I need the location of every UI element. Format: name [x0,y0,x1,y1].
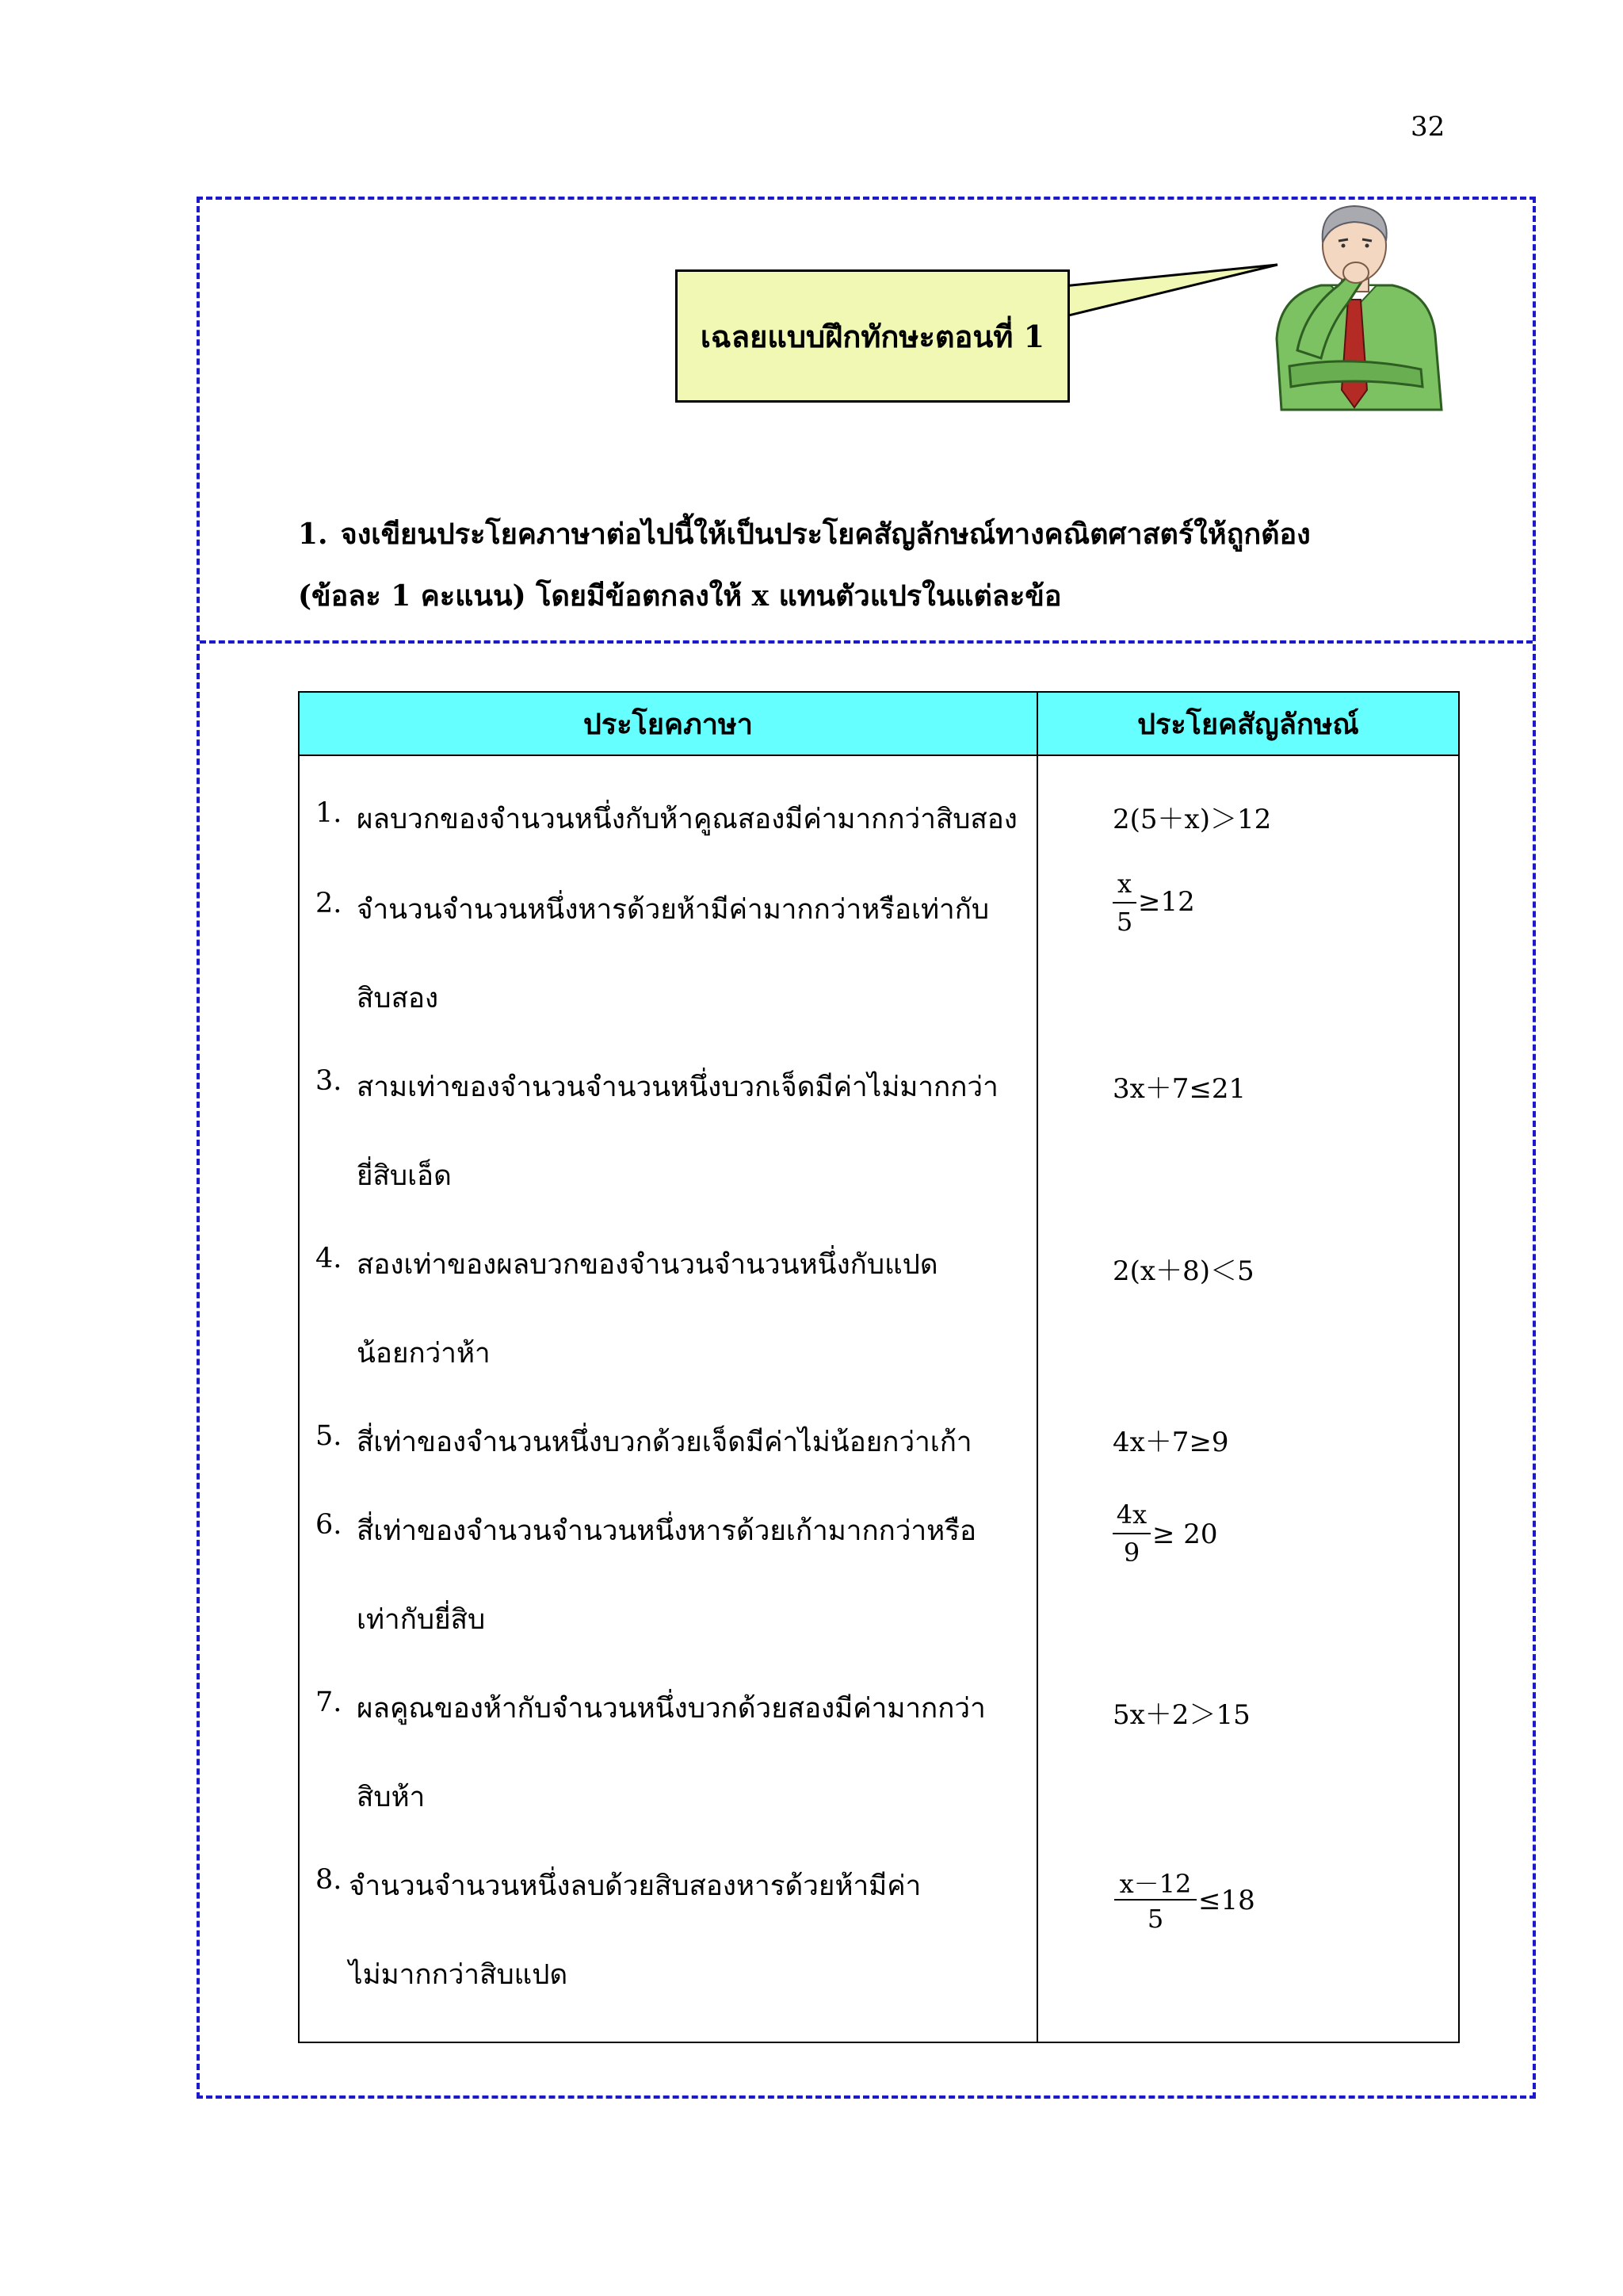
row-sentence: สี่เท่าของจำนวนหนึ่งบวกด้วยเจ็ดมีค่าไม่น้อยกว่าเก้า [357,1427,972,1458]
fraction-denominator: 5 [1147,1904,1164,1934]
row-sentence-cont: เท่ากับยี่สิบ [357,1604,486,1636]
fraction-denominator: 5 [1116,907,1133,937]
row-number: 1. [315,797,342,829]
row-sentence: จำนวนจำนวนหนึ่งหารด้วยห้ามีค่ามากกว่าหรือเท่ากับ [357,894,990,926]
fraction-relation: ≥12 [1138,886,1195,918]
instruction-text-2: (ข้อละ 1 คะแนน) โดยมีข้อตกลงให้ x แทนตัวแปรในแต่ละข้อ [298,579,1062,613]
row-answer: 5x＋2＞15 [1113,1699,1251,1731]
instruction-number: 1. [298,518,328,551]
row-sentence: สามเท่าของจำนวนจำนวนหนึ่งบวกเจ็ดมีค่าไม่มากกว่า [357,1072,999,1103]
instruction-text-1: จงเขียนประโยคภาษาต่อไปนี้ให้เป็นประโยคสัญลักษณ์ทางคณิตศาสตร์ให้ถูกต้อง [340,518,1311,551]
page-number: 32 [1411,111,1445,143]
fraction-bar [1113,1533,1151,1534]
row-number: 4. [315,1243,342,1274]
row-sentence-cont: สิบห้า [357,1782,426,1813]
row-sentence-cont: น้อยกว่าห้า [357,1338,491,1370]
row-number: 2. [315,888,342,919]
row-answer: 2(5＋x)＞12 [1113,804,1272,835]
row-sentence-cont: สิบสอง [357,983,439,1014]
row-sentence: ผลบวกของจำนวนหนึ่งกับห้าคูณสองมีค่ามากกว่าสิบสอง [357,804,1018,835]
header-sentence: ประโยคภาษา [583,708,753,741]
instruction-line-1 [298,511,1311,556]
row-sentence: สองเท่าของผลบวกของจำนวนจำนวนหนึ่งกับแปด [357,1249,938,1281]
row-sentence: ผลคูณของห้ากับจำนวนหนึ่งบวกด้วยสองมีค่ามากกว่า [357,1693,986,1725]
answer-table [298,691,1460,2043]
callout-tail [1056,263,1293,327]
callout-title: เฉลยแบบฝึกทักษะตอนที่ 1 [700,318,1045,354]
row-answer: 4x＋7≥9 [1113,1427,1229,1458]
row-sentence-cont: ยี่สิบเอ็ด [357,1160,452,1192]
callout-title-box [675,269,1070,403]
fraction-numerator: 4x [1116,1499,1148,1530]
row-sentence: จำนวนจำนวนหนึ่งลบด้วยสิบสองหารด้วยห้ามีค่า [349,1870,922,1902]
row-number: 5. [315,1420,342,1452]
row-answer: 2(x＋8)＜5 [1113,1255,1254,1287]
row-number: 7. [315,1687,342,1718]
row-number: 6. [315,1509,342,1541]
row-answer: 3x＋7≤21 [1113,1073,1247,1105]
column-divider [1037,693,1038,2042]
fraction-numerator: x－12 [1119,1869,1192,1899]
row-number: 3. [315,1065,342,1097]
answer-frame [197,197,1536,2099]
header-symbolic: ประโยคสัญลักษณ์ [1137,708,1359,741]
thinking-man-illustration [1266,200,1456,414]
fraction-bar [1113,902,1136,904]
fraction-denominator: 9 [1123,1538,1140,1568]
frame-divider [200,640,1533,644]
fraction-numerator: x [1117,869,1132,899]
row-number: 8. [315,1864,342,1896]
instruction-line-2 [298,573,1062,618]
row-sentence-cont: ไม่มากกว่าสิบแปด [349,1959,568,1991]
fraction-relation: ≤18 [1198,1885,1255,1916]
fraction-relation: ≥ 20 [1152,1519,1218,1550]
row-sentence: สี่เท่าของจำนวนจำนวนหนึ่งหารด้วยเก้ามากกว่าหรือ [357,1515,977,1547]
fraction-bar [1114,1899,1197,1901]
